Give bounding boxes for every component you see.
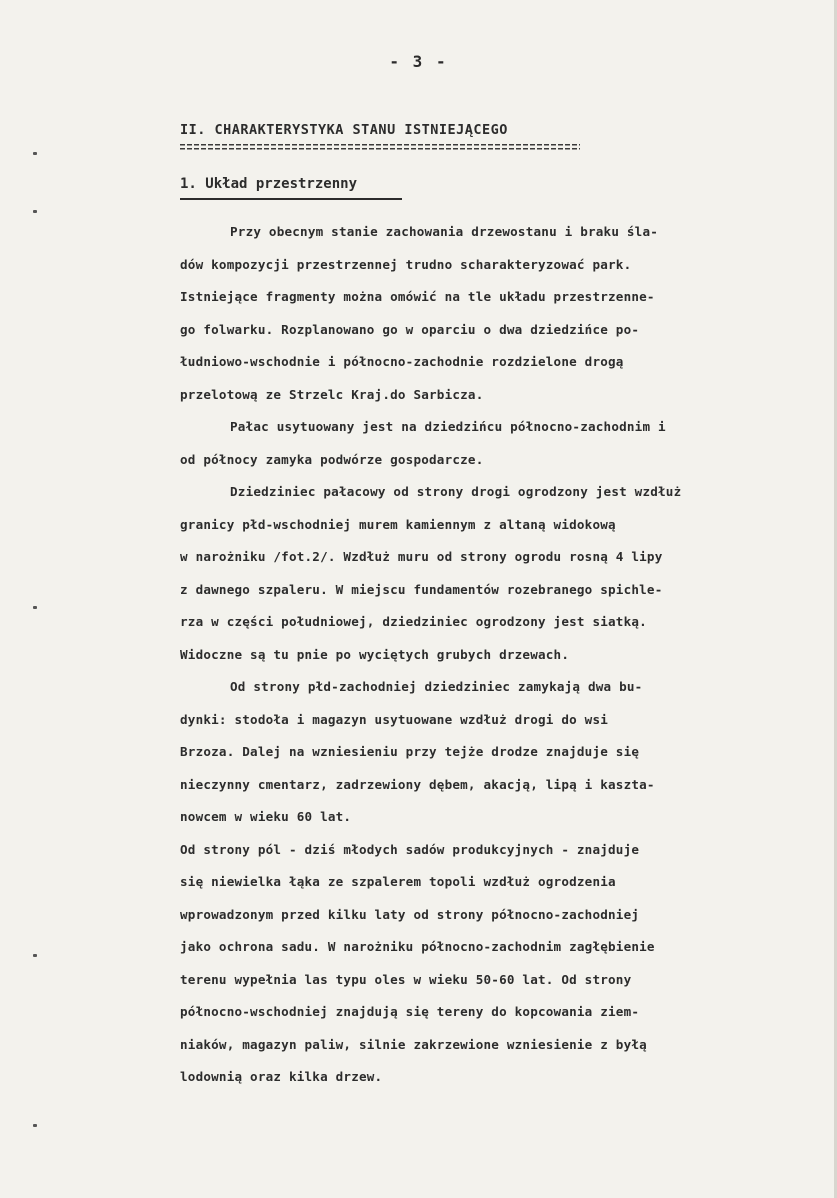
text-line: go folwarku. Rozplanowano go w oparciu o dwa dziedzińce po- (180, 321, 640, 337)
margin-punch-mark (33, 1124, 37, 1127)
subsection-title: 1. Układ przestrzenny (180, 176, 358, 192)
text-line: dów kompozycji przestrzennej trudno scharakteryzować park. (180, 256, 632, 272)
margin-punch-mark (33, 152, 37, 155)
text-line: w narożniku /fot.2/. Wzdłuż muru od strony ogrodu rosną 4 lipy (180, 549, 663, 564)
page-number: - 3 - (389, 52, 448, 71)
subsection-underline (180, 198, 402, 200)
text-line: wprowadzonym przed kilku laty od strony północno-zachodniej (180, 906, 640, 922)
text-line: północno-wschodniej znajdują się tereny do kopcowania ziem- (180, 1004, 640, 1019)
text-line: nieczynny cmentarz, zadrzewiony dębem, akacją, lipą i kaszta- (180, 776, 655, 792)
text-line: z dawnego szpaleru. W miejscu fundamentów rozebranego spichle- (180, 581, 663, 597)
text-line: granicy płd-wschodniej murem kamiennym z altaną widokową (180, 516, 616, 532)
text-line: lodownią oraz kilka drzew. (180, 1069, 383, 1084)
text-line: niaków, magazyn paliw, silnie zakrzewione wzniesienie z byłą (180, 1036, 647, 1052)
text-line: rza w części południowej, dziedziniec ogrodzony jest siatką. (180, 614, 647, 629)
text-line: Istniejące fragmenty można omówić na tle układu przestrzenne- (180, 289, 655, 304)
text-line: terenu wypełnia las typu oles w wieku 50-60 lat. Od strony (180, 971, 632, 987)
text-line: dynki: stodoła i magazyn usytuowane wzdłuż drogi do wsi (180, 711, 609, 727)
text-line: Brzoza. Dalej na wzniesieniu przy tejże drodze znajduje się (180, 744, 640, 759)
section-title: II. CHARAKTERYSTYKA STANU ISTNIEJĄCEGO (180, 122, 508, 138)
text-line: przelotową ze Strzelc Kraj.do Sarbicza. (180, 386, 484, 402)
margin-punch-mark (33, 606, 37, 609)
margin-punch-mark (33, 954, 37, 957)
text-line: Dziedziniec pałacowy od strony drogi ogrodzony jest wzdłuż (230, 484, 682, 499)
text-line: Przy obecnym stanie zachowania drzewostanu i braku śla- (230, 224, 659, 239)
text-line: Widoczne są tu pnie po wyciętych grubych drzewach. (180, 646, 570, 662)
text-line: się niewielka łąka ze szpalerem topoli wzdłuż ogrodzenia (180, 874, 616, 889)
body-text (180, 216, 810, 1094)
text-line: nowcem w wieku 60 lat. (180, 809, 352, 824)
text-line: Pałac usytuowany jest na dziedzińcu północno-zachodnim i (230, 419, 666, 434)
text-line: Od strony pól - dziś młodych sadów produkcyjnych - znajduje (180, 841, 640, 857)
text-line: jako ochrona sadu. W narożniku północno-zachodnim zagłębienie (180, 939, 655, 954)
section-double-underline (180, 144, 580, 150)
text-line: od północy zamyka podwórze gospodarcze. (180, 451, 484, 467)
text-line: łudniowo-wschodnie i północno-zachodnie rozdzielone drogą (180, 354, 624, 369)
margin-punch-mark (33, 210, 37, 213)
text-line: Od strony płd-zachodniej dziedziniec zamykają dwa bu- (230, 679, 643, 694)
